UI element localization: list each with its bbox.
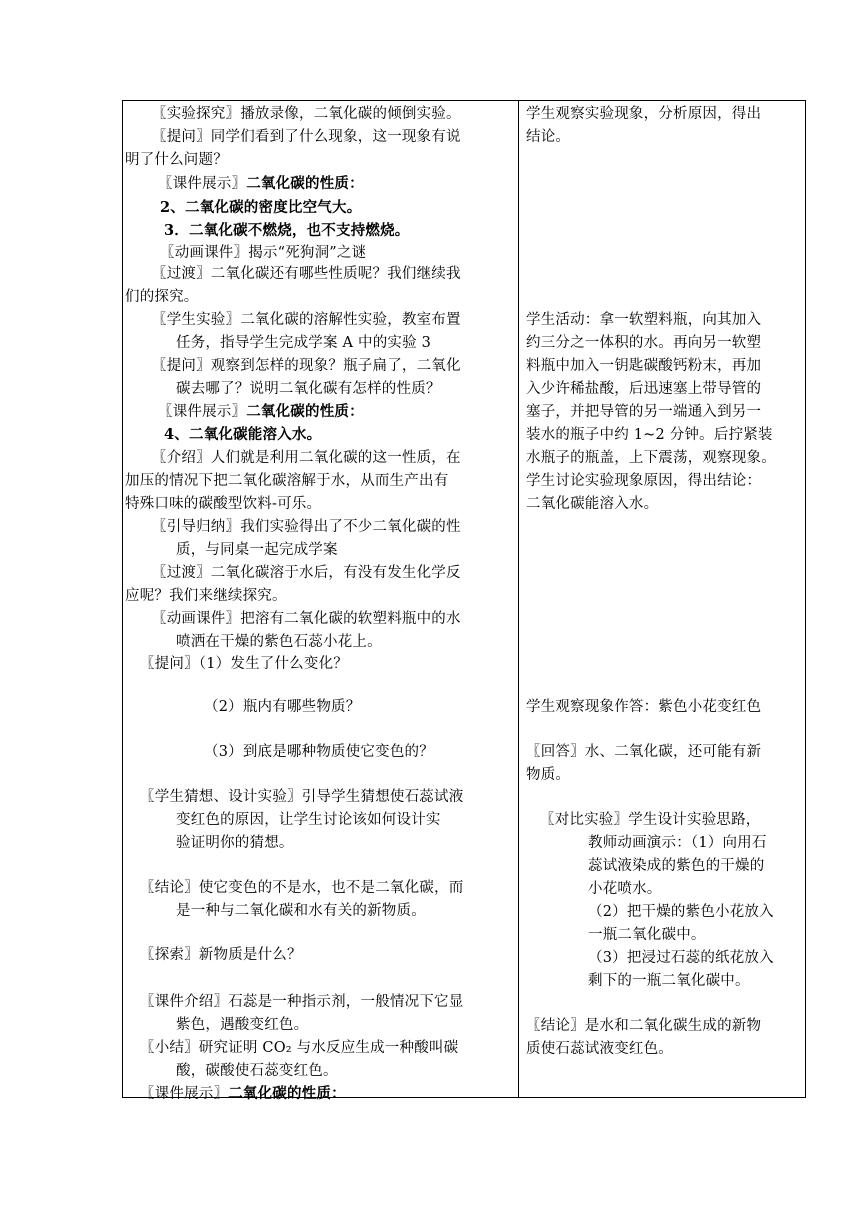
left-text-line	[176, 833, 294, 853]
left-line-text: 喷洒在干燥的紫色石蕊小花上。	[176, 634, 382, 650]
left-text-line	[158, 402, 364, 422]
left-text-line	[125, 494, 321, 514]
right-text-line: 小花喷水。	[588, 881, 662, 897]
left-line-bold-text: 二氧化碳的性质：	[246, 403, 364, 420]
left-line-text: 〖学生实验〗二氧化碳的溶解性实验，教室布置	[152, 312, 461, 328]
left-text-line	[176, 901, 426, 921]
left-line-text: 〖提问〗同学们看到了什么现象，这一现象有说	[152, 129, 461, 145]
right-text-line: （3）把浸过石蕊的纸花放入	[588, 950, 774, 966]
right-text-line: 料瓶中加入一钥匙碳酸钙粉末，再加	[526, 358, 762, 374]
left-text-line	[140, 992, 463, 1012]
left-text-line	[204, 697, 360, 717]
right-text-line: 二氧化碳能溶入水。	[526, 496, 659, 512]
left-line-text: 紫色，遇酸变红色。	[176, 1017, 309, 1033]
left-text-line	[176, 540, 338, 560]
right-text-line: 〖对比实验〗学生设计实验思路，	[540, 812, 761, 828]
left-text-line	[140, 945, 302, 965]
left-line-text: 〖课件展示〗	[158, 176, 247, 192]
left-line-text: 酸，碳酸使石蕊变红色。	[176, 1063, 338, 1079]
left-text-line	[176, 379, 441, 399]
left-line-text: 3．二氧化碳不燃烧，也不支持燃烧。	[164, 222, 410, 239]
left-text-line	[164, 221, 410, 241]
left-line-text: 〖介绍〗人们就是利用二氧化碳的这一性质，在	[152, 450, 461, 466]
right-text-line: 教师动画演示：（1）向用石	[588, 835, 767, 851]
right-text-line: 物质。	[526, 767, 571, 783]
left-line-text: 应呢？我们来继续探究。	[125, 588, 287, 604]
left-text-line	[176, 632, 382, 652]
left-text-line	[140, 787, 463, 807]
left-text-line	[204, 742, 434, 762]
left-text-line	[140, 654, 348, 674]
left-line-text: 〖动画课件〗把溶有二氧化碳的软塑料瓶中的水	[152, 611, 461, 627]
right-text-line: 入少许稀盐酸，后迅速塞上带导管的	[526, 381, 762, 397]
left-line-text: 〖过渡〗二氧化碳还有哪些性质呢？我们继续我	[152, 266, 461, 282]
right-text-line: 塞子，并把导管的另一端通入到另一	[526, 404, 762, 420]
left-line-text: 〖提问〗观察到怎样的现象？瓶子扁了，二氧化	[152, 358, 461, 374]
right-text-line: 学生活动：拿一软塑料瓶，向其加入	[526, 312, 762, 328]
right-text-line: 学生讨论实验现象原因，得出结论：	[526, 473, 762, 489]
left-line-text: 〖小结〗研究证明 CO₂ 与水反应生成一种酸叫碳	[140, 1040, 459, 1056]
left-text-line	[125, 586, 287, 606]
left-line-text: 〖引导归纳〗我们实验得出了不少二氧化碳的性	[152, 519, 461, 535]
right-text-line: 装水的瓶子中约 1~2 分钟。后拧紧装	[526, 427, 773, 443]
right-text-line: 约三分之一体积的水。再向另一软塑	[526, 335, 762, 351]
left-text-line	[152, 104, 461, 124]
left-text-line	[152, 563, 461, 583]
right-text-line: 蕊试液染成的紫色的干燥的	[588, 858, 765, 874]
left-line-text: （3）到底是哪种物质使它变色的？	[204, 744, 434, 760]
left-line-text: 〖提问〗（1）发生了什么变化？	[140, 656, 348, 672]
left-text-line	[125, 150, 228, 170]
right-text-line: 〖回答〗水、二氧化碳，还可能有新	[526, 744, 762, 760]
left-text-line	[152, 448, 461, 468]
left-text-line	[140, 1084, 346, 1104]
left-line-text: 明了什么问题？	[125, 152, 228, 168]
left-line-text: 〖课件展示〗	[140, 1086, 229, 1102]
left-text-line	[125, 471, 448, 491]
left-line-text: 2、二氧化碳的密度比空气大。	[160, 199, 362, 216]
left-line-text: 〖过渡〗二氧化碳溶于水后，有没有发生化学反	[152, 565, 461, 581]
right-text-line: 学生观察现象作答：紫色小花变红色	[526, 699, 762, 715]
left-line-text: 〖动画课件〗揭示“死狗洞”之谜	[160, 245, 367, 261]
left-text-line	[158, 174, 364, 194]
left-text-line	[176, 333, 431, 353]
left-line-text: 〖课件介绍〗石蕊是一种指示剂，一般情况下它显	[140, 994, 464, 1010]
left-text-line	[176, 1061, 338, 1081]
left-text-line	[152, 264, 461, 284]
left-line-text: 〖学生猜想、设计实验〗引导学生猜想使石蕊试液	[140, 789, 464, 805]
left-text-line	[152, 356, 461, 376]
right-text-line: 水瓶子的瓶盖，上下震荡，观察现象。	[526, 450, 776, 466]
left-text-line	[152, 127, 461, 147]
column-divider	[518, 100, 519, 1098]
right-text-line: （2）把干燥的紫色小花放入	[588, 904, 774, 920]
left-text-line	[160, 243, 366, 263]
left-text-line	[152, 517, 461, 537]
left-line-text: 变红色的原因，让学生讨论该如何设计实	[176, 812, 441, 828]
right-text-line: 结论。	[526, 129, 571, 145]
left-text-line	[152, 310, 461, 330]
left-line-text: 〖实验探究〗播放录像，二氧化碳的倾倒实验。	[152, 106, 461, 122]
left-line-text: 碳去哪了？说明二氧化碳有怎样的性质？	[176, 381, 441, 397]
left-line-text: 〖结论〗使它变色的不是水，也不是二氧化碳，而	[140, 880, 464, 896]
left-text-line	[176, 810, 441, 830]
left-line-text: 们的探究。	[125, 289, 199, 305]
left-line-text: 质，与同桌一起完成学案	[176, 542, 338, 558]
left-line-text: 〖探索〗新物质是什么？	[140, 947, 302, 963]
left-text-line	[140, 1038, 458, 1058]
left-line-text: 〖课件展示〗	[158, 404, 247, 420]
left-text-line	[160, 198, 361, 218]
left-text-line	[164, 425, 321, 445]
right-text-line: 〖结论〗是水和二氧化碳生成的新物	[526, 1018, 762, 1034]
right-text-line: 质使石蕊试液变红色。	[526, 1041, 673, 1057]
left-line-text: 特殊口味的碳酸型饮料-可乐。	[125, 496, 322, 512]
left-text-line	[140, 878, 463, 898]
left-line-text: 4、二氧化碳能溶入水。	[164, 426, 322, 443]
left-text-line	[152, 609, 461, 629]
left-line-text: （2）瓶内有哪些物质？	[204, 699, 361, 715]
left-line-text: 是一种与二氧化碳和水有关的新物质。	[176, 903, 426, 919]
left-text-line	[125, 287, 199, 307]
right-text-line: 一瓶二氧化碳中。	[588, 927, 706, 943]
left-text-line	[176, 1015, 308, 1035]
left-line-text: 任务，指导学生完成学案 A 中的实验 3	[176, 335, 432, 351]
left-line-text: 加压的情况下把二氧化碳溶解于水，从而生产出有	[125, 473, 449, 489]
left-line-text: 验证明你的猜想。	[176, 835, 294, 851]
left-line-bold-text: 二氧化碳的性质：	[246, 175, 364, 192]
right-text-line: 剩下的一瓶二氧化碳中。	[588, 973, 750, 989]
right-text-line: 学生观察实验现象，分析原因，得出	[526, 106, 762, 122]
left-line-bold-text: 二氧化碳的性质：	[228, 1085, 346, 1102]
